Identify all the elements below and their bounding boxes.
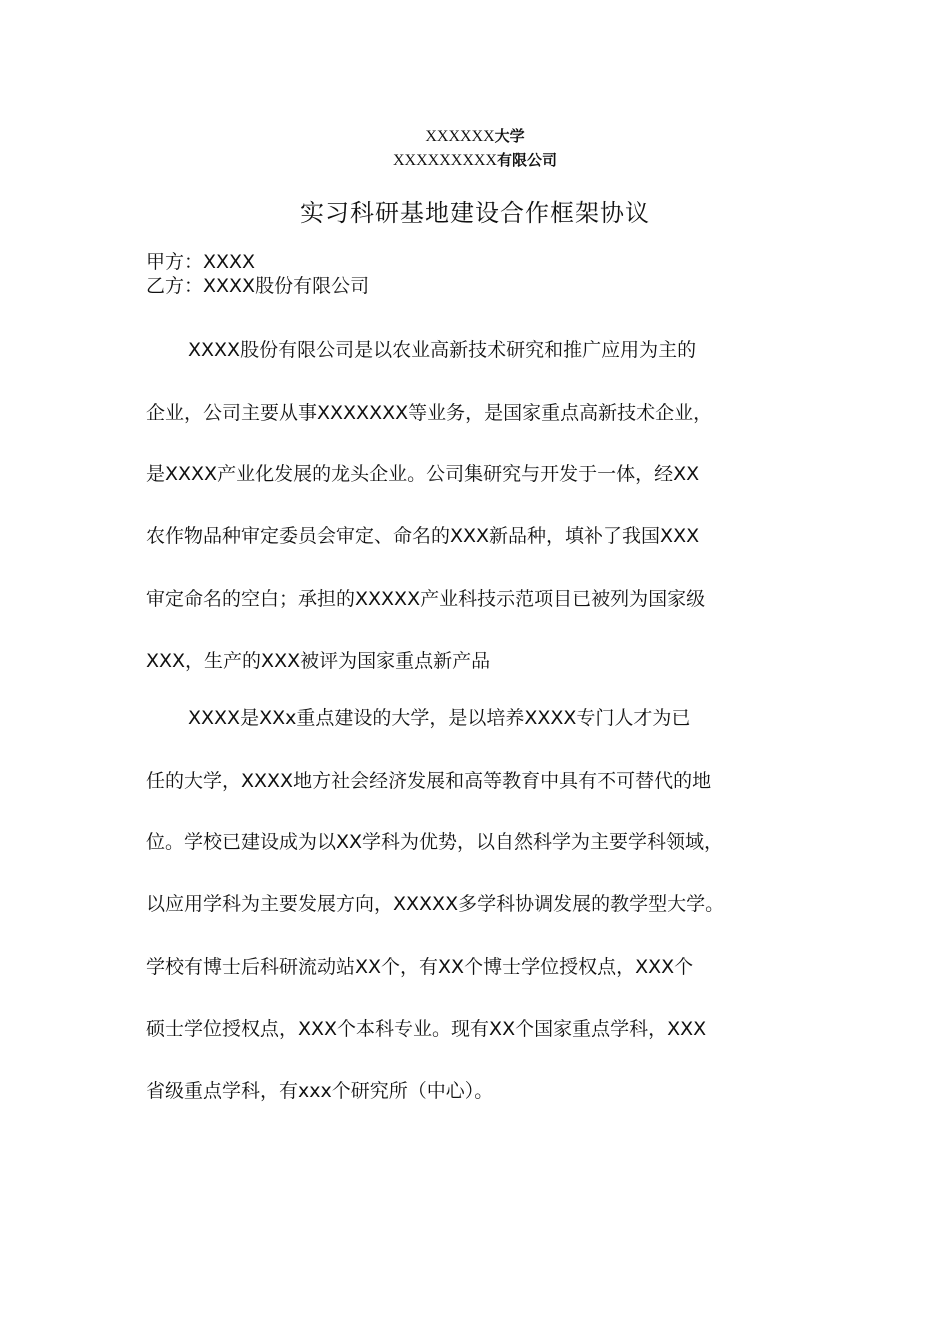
header-university-cn: 大学 — [494, 127, 525, 145]
paragraph2-line: 任的大学，XXXX地方社会经济发展和高等教育中具有不可替代的地 — [146, 770, 712, 792]
party-b: 乙方：XXXX股份有限公司 — [146, 275, 370, 297]
document-title: 实习科研基地建设合作框架协议 — [300, 199, 650, 227]
paragraph2-line: 以应用学科为主要发展方向，XXXXX多学科协调发展的教学型大学。 — [146, 893, 725, 915]
header-company-cn: 有限公司 — [496, 151, 557, 169]
header-university-latin: XXXXXX — [425, 128, 495, 145]
paragraph2-line: 学校有博士后科研流动站XX个，有XX个博士学位授权点，XXX个 — [146, 956, 694, 978]
header-line-company — [0, 150, 950, 171]
paragraph1-line: 企业，公司主要从事XXXXXXX等业务，是国家重点高新技术企业， — [146, 402, 713, 424]
paragraph2-line: 省级重点学科，有xxx个研究所（中心）。 — [146, 1080, 494, 1102]
header-line-university — [0, 126, 950, 147]
party-a: 甲方：XXXX — [146, 251, 256, 273]
paragraph2-line: XXXX是XXx重点建设的大学，是以培养XXXX专门人才为已 — [188, 707, 691, 729]
paragraph1-line: 农作物品种审定委员会审定、命名的XXX新品种，填补了我国XXX — [146, 525, 700, 547]
paragraph1-line: 审定命名的空白；承担的XXXXX产业科技示范项目已被列为国家级 — [146, 588, 706, 610]
header-company-latin: XXXXXXXXX — [392, 152, 497, 169]
paragraph1-line: XXXX股份有限公司是以农业高新技术研究和推广应用为主的 — [188, 339, 697, 361]
paragraph1-line: 是XXXX产业化发展的龙头企业。公司集研究与开发于一体，经XX — [146, 463, 700, 485]
paragraph1-line: XXX，生产的XXX被评为国家重点新产品 — [146, 650, 491, 672]
paragraph2-line: 硕士学位授权点，XXX个本科专业。现有XX个国家重点学科，XXX — [146, 1018, 707, 1040]
paragraph2-line: 位。学校已建设成为以XX学科为优势，以自然科学为主要学科领域， — [146, 831, 724, 853]
